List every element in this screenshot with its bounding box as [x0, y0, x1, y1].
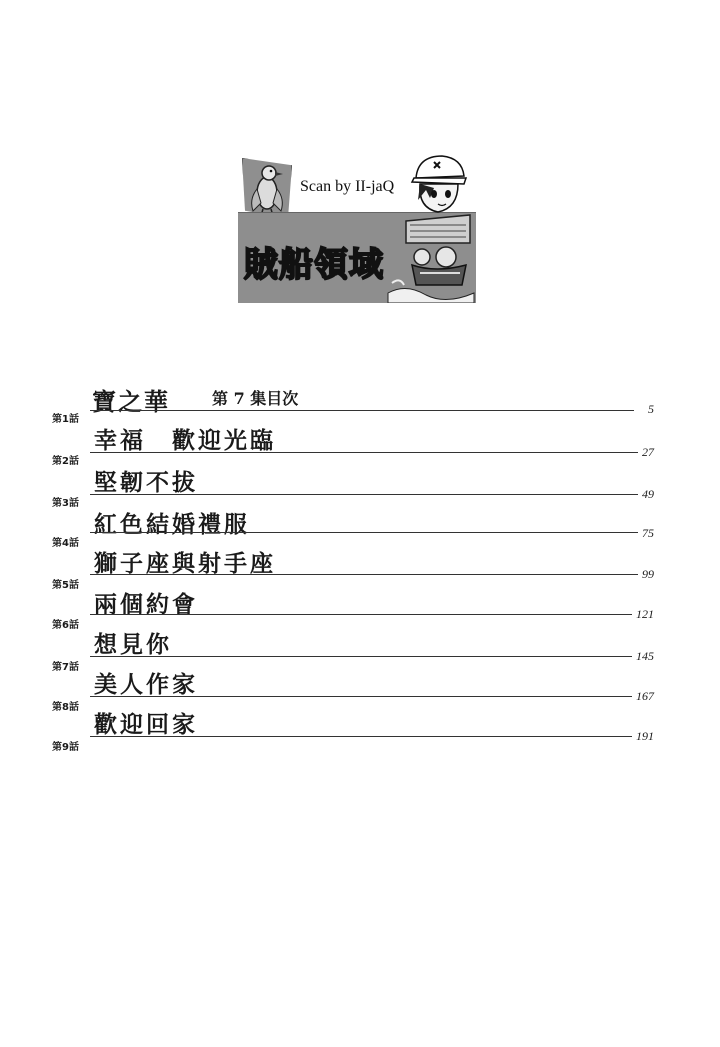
chapter-label: 第6話: [52, 620, 79, 631]
toc-entry[interactable]: [0, 649, 720, 698]
chapter-title: 幸福 歡迎光臨: [94, 427, 276, 454]
chapter-title: 美人作家: [94, 671, 198, 698]
leader-rule: [90, 696, 632, 697]
chapter-title: 寶之華: [92, 387, 170, 416]
chapter-label: 第4話: [52, 538, 79, 549]
toc-entry[interactable]: [0, 729, 720, 782]
character-head-illustration: [408, 150, 468, 216]
page-number: 167: [636, 689, 654, 703]
leader-rule: [90, 532, 638, 533]
toc-entry[interactable]: [0, 607, 720, 658]
page-number: 191: [636, 729, 654, 743]
chapter-label: 第2話: [52, 456, 79, 467]
seagull-illustration: [242, 158, 292, 218]
chapter-title: 歡迎回家: [94, 711, 198, 738]
page-number: 75: [642, 526, 654, 540]
page-number: 5: [648, 402, 654, 416]
leader-rule: [90, 656, 632, 657]
chapter-title: 想見你: [94, 631, 172, 658]
leader-rule: [90, 736, 632, 737]
chapter-title: 獅子座與射手座: [94, 550, 276, 577]
chapter-title: 紅色結婚禮服: [94, 511, 250, 538]
chapter-label: 第3話: [52, 498, 79, 509]
chapter-title: 兩個約會: [94, 591, 198, 618]
leader-rule: [90, 452, 638, 453]
toc-entry[interactable]: [0, 567, 720, 618]
chapter-label: 第9話: [52, 742, 79, 753]
chapter-label: 第1話: [52, 414, 79, 425]
page-number: 99: [642, 567, 654, 581]
pirate-ship-illustration: [386, 213, 476, 303]
leader-rule: [90, 494, 638, 495]
page-number: 121: [636, 607, 654, 621]
chapter-label: 第5話: [52, 580, 79, 591]
page-number: 27: [642, 445, 654, 459]
chapter-label: 第8話: [52, 702, 79, 713]
series-title: 賊船領域: [244, 245, 384, 285]
page-number: 145: [636, 649, 654, 663]
chapter-title: 堅韌不拔: [94, 469, 198, 496]
toc-entry[interactable]: [0, 689, 720, 740]
series-logo: [238, 150, 476, 302]
leader-rule: [90, 574, 638, 575]
title-banner: [238, 212, 476, 303]
leader-rule: [90, 614, 632, 615]
chapter-label: 第7話: [52, 662, 79, 673]
volume-contents-label: 第 7 集目次: [212, 389, 299, 408]
leader-rule: [90, 410, 634, 411]
page-number: 49: [642, 487, 654, 501]
scan-credit: Scan by II-jaQ: [300, 178, 395, 195]
